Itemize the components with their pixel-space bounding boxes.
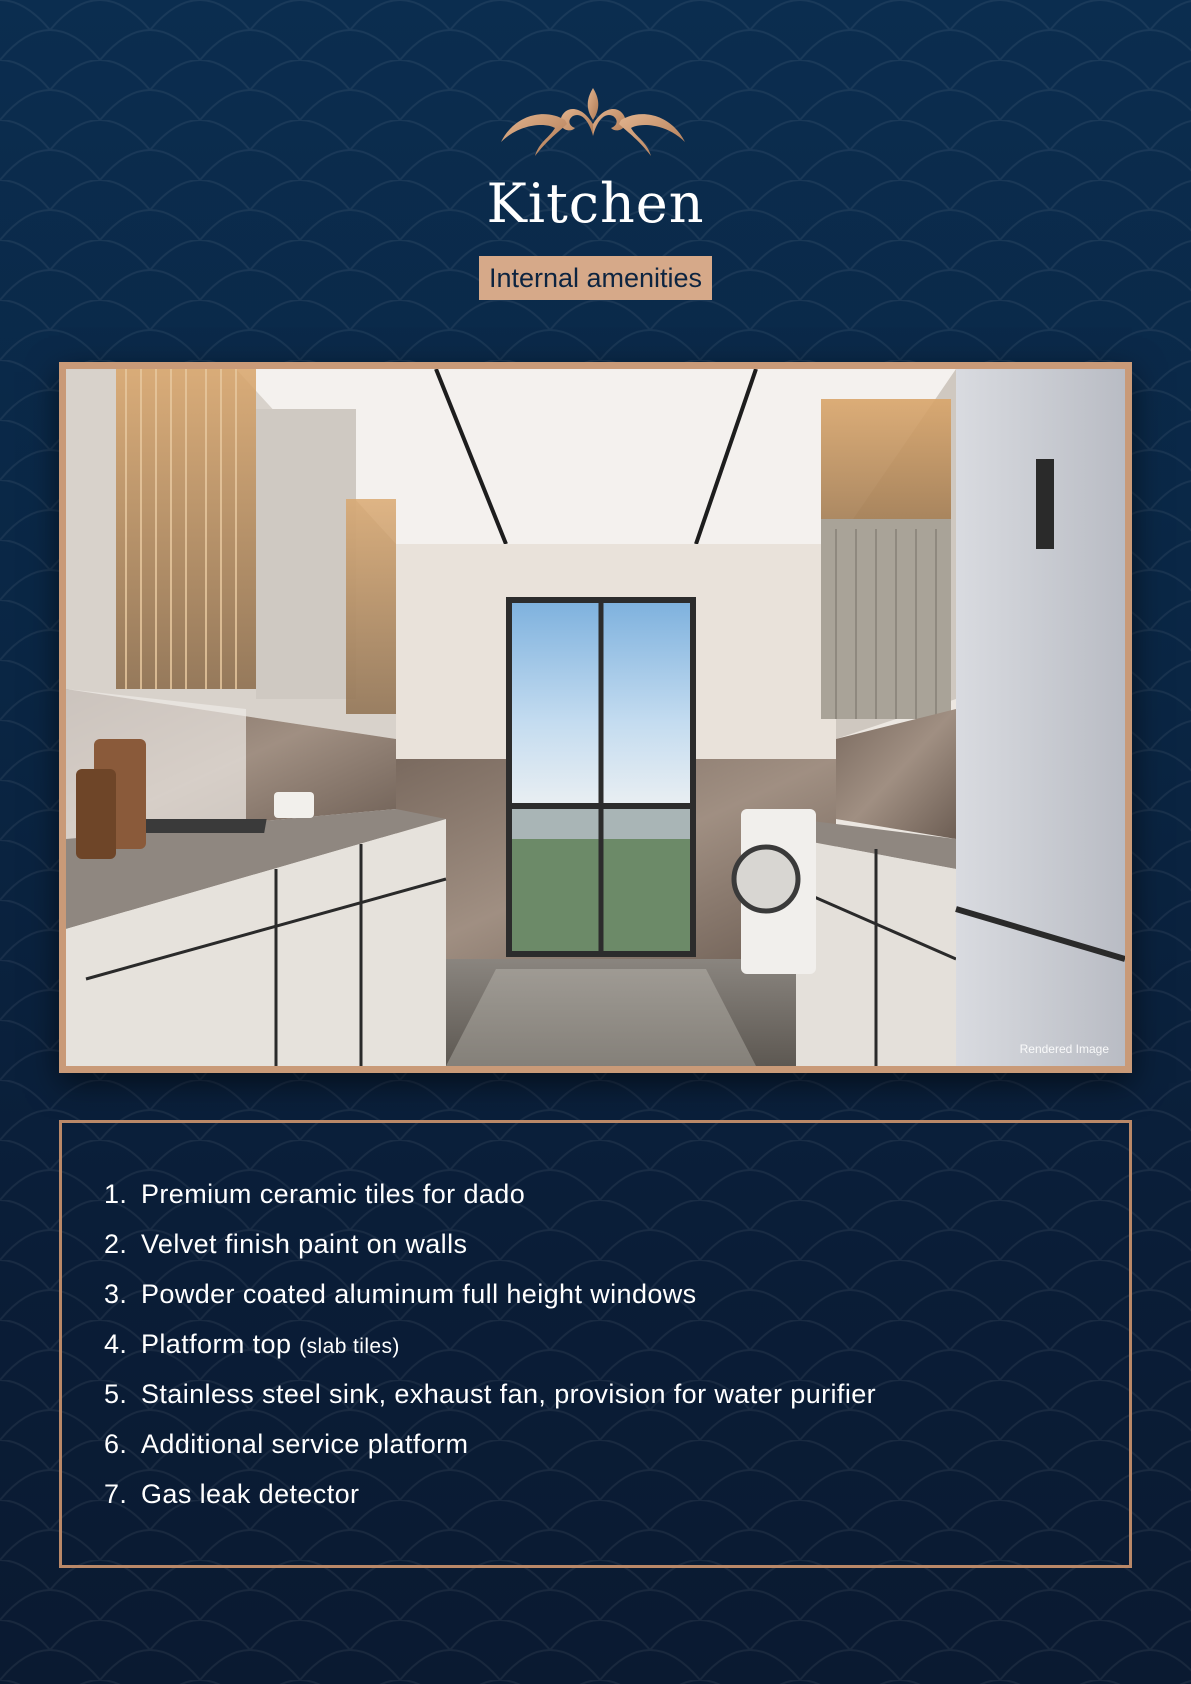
ornamental-crest-icon bbox=[495, 84, 691, 166]
list-item: 3. Powder coated aluminum full height windows bbox=[104, 1279, 697, 1309]
list-item: 4. Platform top (slab tiles) bbox=[104, 1329, 400, 1359]
list-item: 5. Stainless steel sink, exhaust fan, provision for water purifier bbox=[104, 1379, 877, 1409]
kitchen-photo bbox=[59, 362, 1132, 1073]
list-item: 1. Premium ceramic tiles for dado bbox=[104, 1179, 526, 1209]
page-title: Kitchen bbox=[486, 172, 705, 235]
amenities-list bbox=[104, 1169, 876, 1519]
kitchen-render-image bbox=[66, 369, 1125, 1066]
rendered-image-caption: Rendered Image bbox=[1019, 1042, 1109, 1056]
list-item: 2. Velvet finish paint on walls bbox=[104, 1229, 468, 1259]
list-item: 7. Gas leak detector bbox=[104, 1479, 360, 1509]
section-label: Internal amenities bbox=[479, 256, 712, 300]
amenities-box bbox=[59, 1120, 1132, 1568]
list-item-note: (slab tiles) bbox=[299, 1335, 400, 1358]
list-item: 6. Additional service platform bbox=[104, 1429, 469, 1459]
